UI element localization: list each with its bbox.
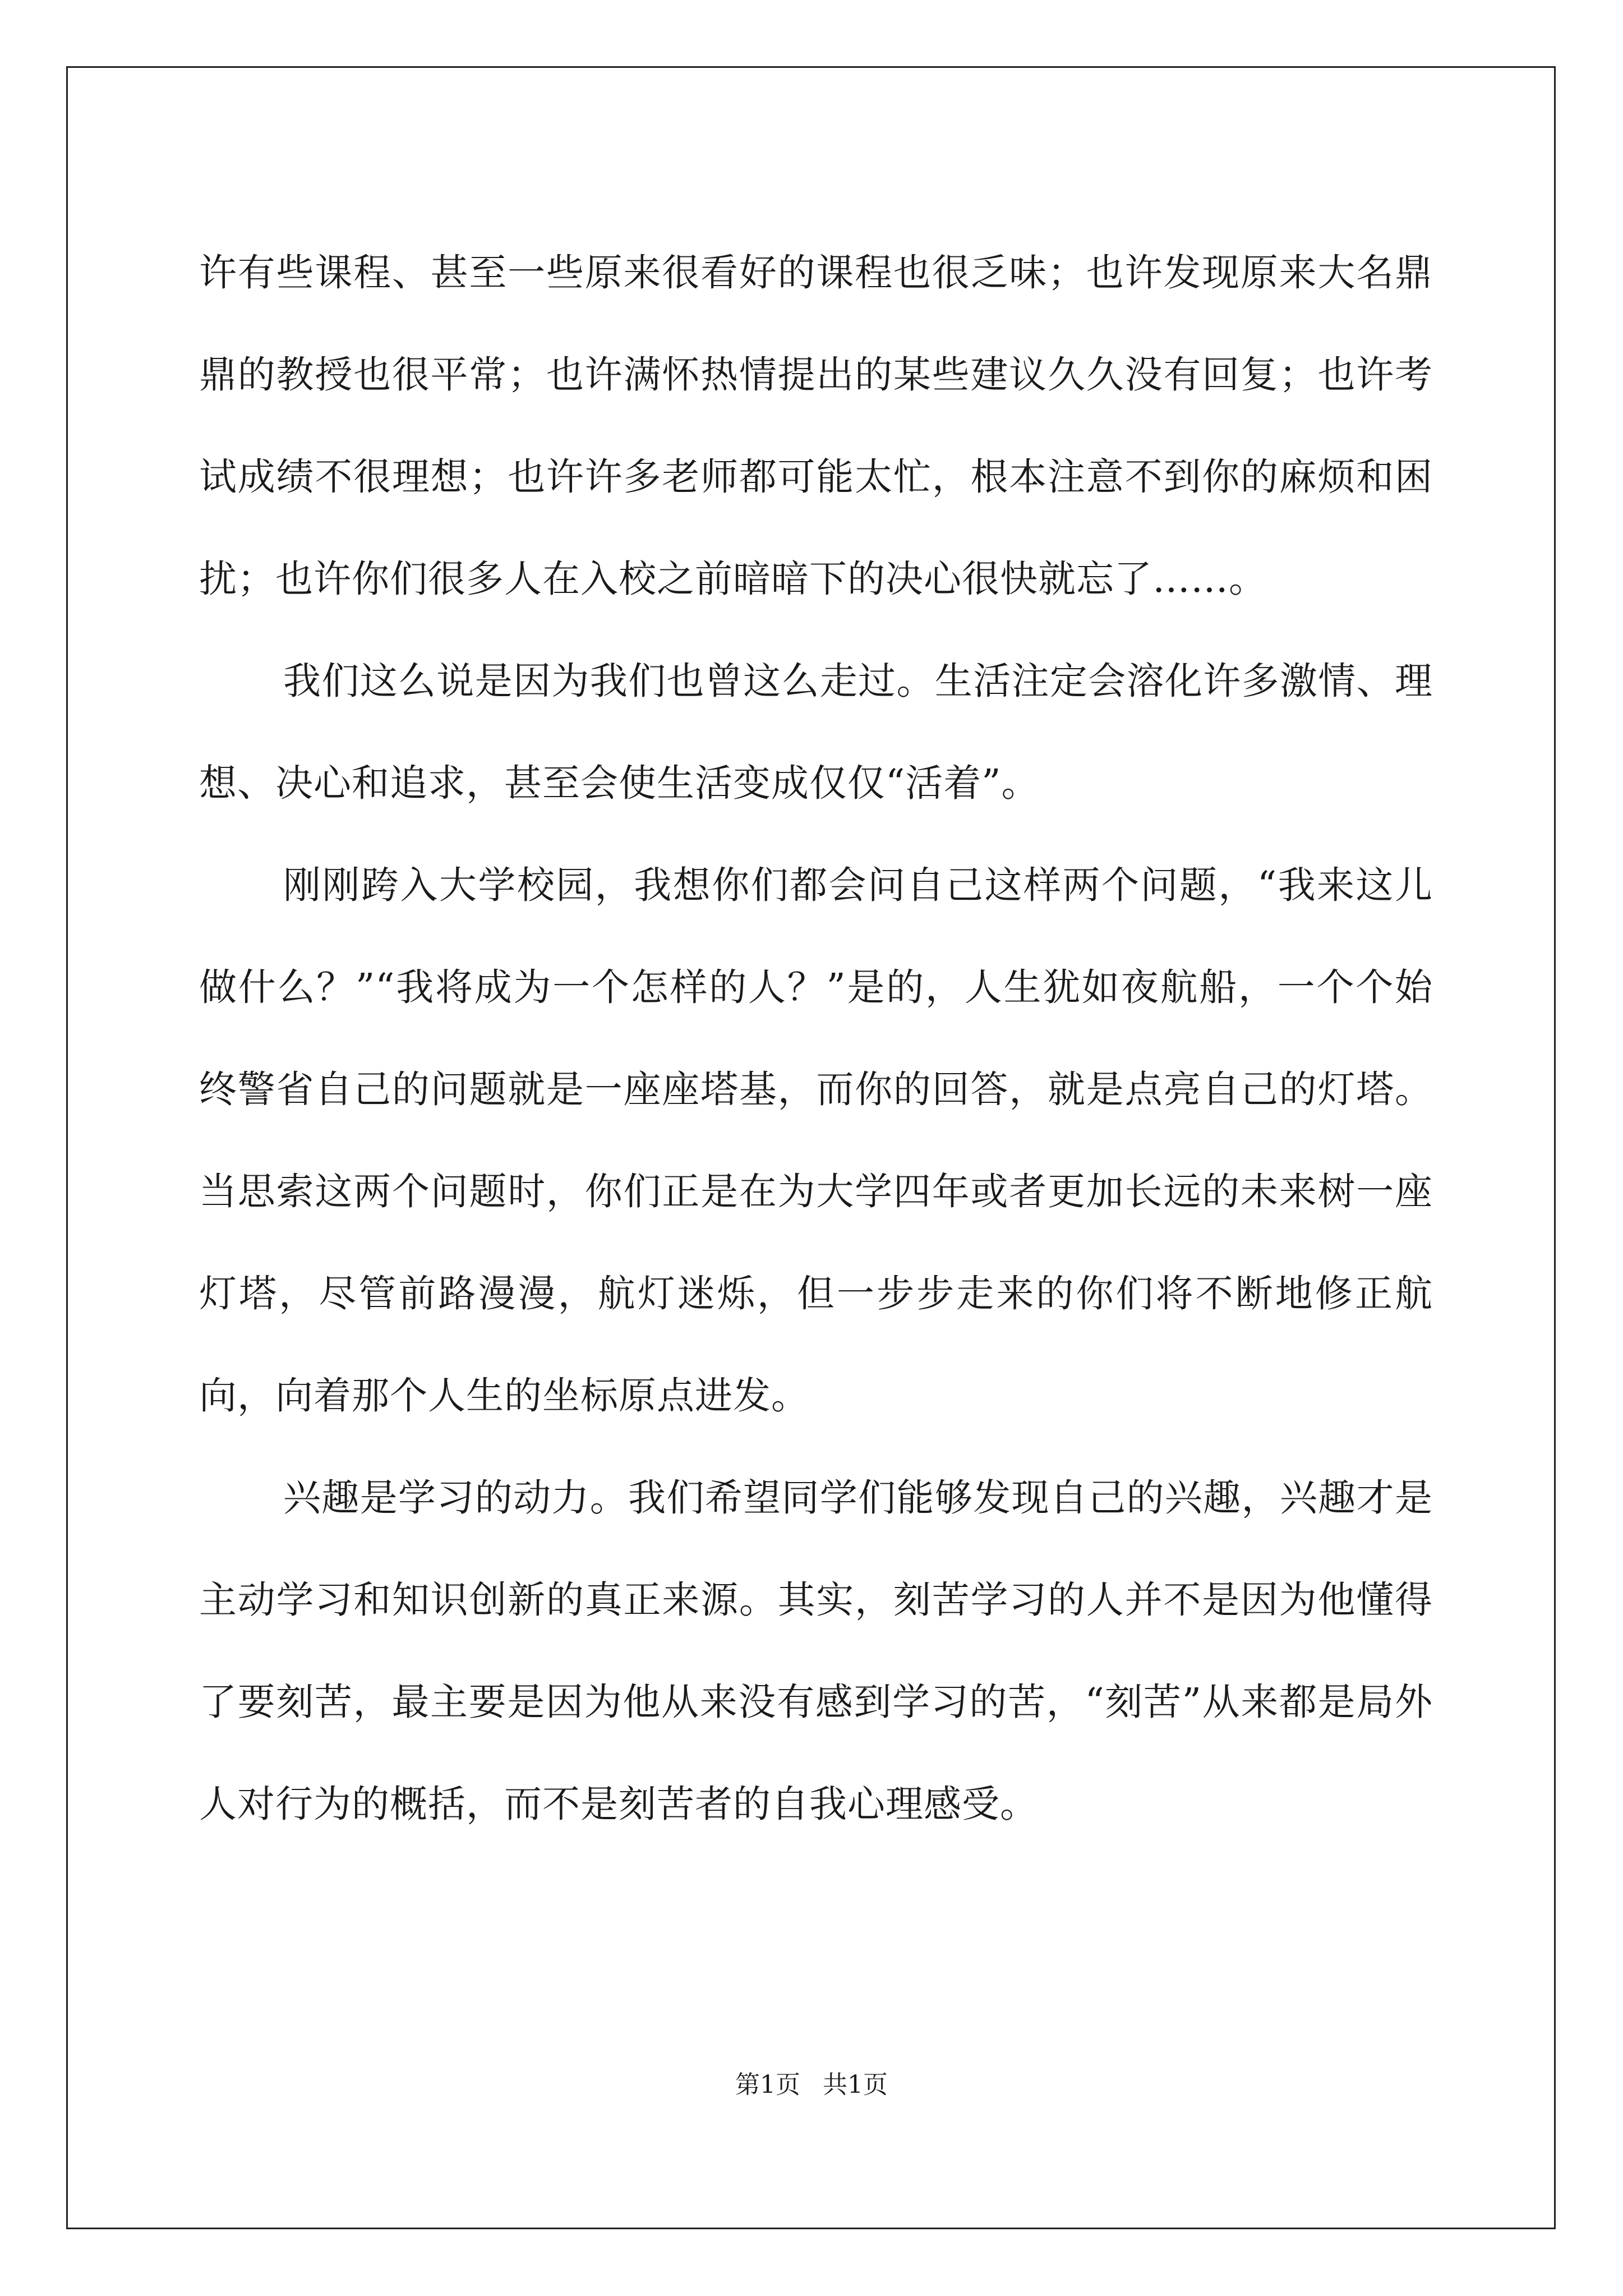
paragraph-3: 刚刚跨入大学校园，我想你们都会问自己这样两个问题，“我来这儿做什么？”“我将成为一个怎样的人？”是的，人生犹如夜航船，一个个始终警省自己的问题就是一座座塔基，而你的回答，就是点亮自己的灯塔。当思索这两个问题时，你们正是在为大学四年或者更加长远的未来树一座灯塔，尽管前路漫漫，航灯迷烁，但一步步走来的你们将不断地修正航向，向着那个人生的坐标原点进发。 [199, 863, 1433, 1418]
page-total: 共1页 [823, 2070, 888, 2099]
paragraph-1: 许有些课程、甚至一些原来很看好的课程也很乏味；也许发现原来大名鼎鼎的教授也很平常；也许满怀热情提出的某些建议久久没有回复；也许考试成绩不很理想；也许许多老师都可能太忙，根本注意不到你的麻烦和困扰；也许你们很多人在入校之前暗暗下的决心很快就忘了……。 [199, 251, 1433, 601]
page-number: 第1页 [735, 2070, 800, 2099]
paragraph-2: 我们这么说是因为我们也曾这么走过。生活注定会溶化许多激情、理想、决心和追求，甚至会使生活变成仅仅“活着”。 [199, 659, 1433, 805]
document-body [199, 222, 1433, 1855]
paragraph-4: 兴趣是学习的动力。我们希望同学们能够发现自己的兴趣，兴趣才是主动学习和知识创新的真正来源。其实，刻苦学习的人并不是因为他懂得了要刻苦，最主要是因为他从来没有感到学习的苦，“刻苦”从来都是局外人对行为的概括，而不是刻苦者的自我心理感受。 [199, 1476, 1433, 1826]
page-footer [0, 2064, 1623, 2100]
